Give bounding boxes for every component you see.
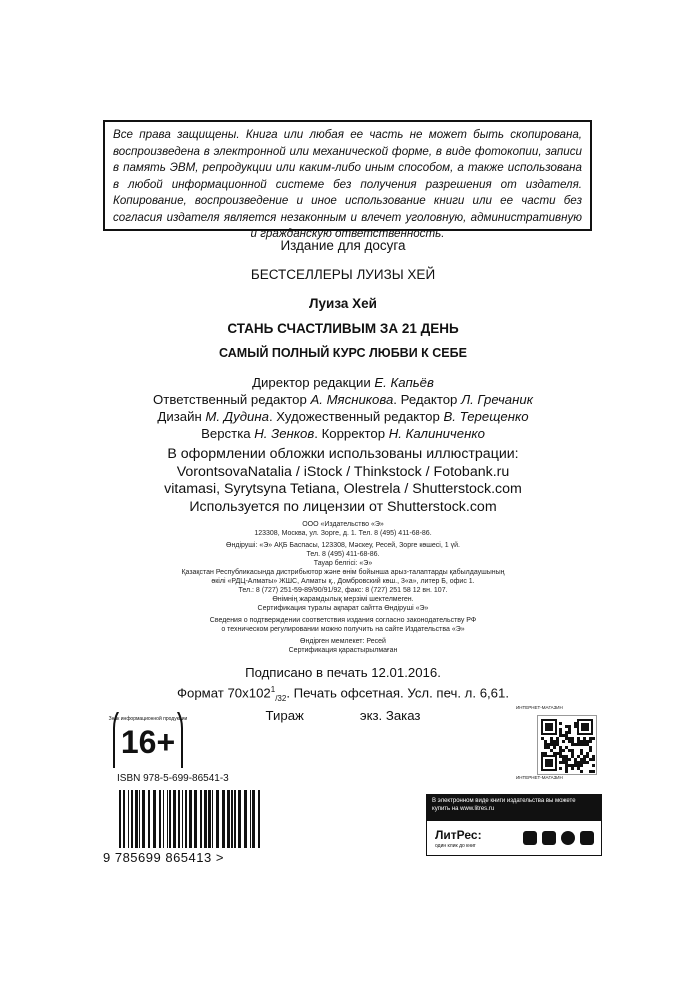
print-info: Подписано в печать 12.01.2016. Формат $70х102^1_{/32}$. Печать офсетная. Усл. печ. л. 6,61. Тираж экз. Заказ: [176, 665, 510, 724]
edition-type: Издание для досуга: [280, 238, 406, 253]
qr-module: [565, 731, 568, 734]
qr-module: [562, 755, 565, 758]
windows-icon: [580, 831, 594, 845]
qr-module: [559, 722, 562, 725]
qr-module: [547, 746, 550, 749]
barcode-bar: [119, 790, 121, 848]
illustration-credits: В оформлении обложки использованы иллюстрации: VorontsovaNatalia / iStock / Thinkstock / Fotobank.ru vitamasi, Syrytsyna Tetiana, Olestrela / Shutterstock.com Используется по лицензии от Shutterstock.com: [164, 446, 522, 515]
qr-module: [583, 761, 586, 764]
qr-module: [541, 737, 544, 740]
qr-module: [550, 740, 553, 743]
qr-module: [568, 740, 571, 743]
qr-module: [556, 752, 559, 755]
qr-module: [565, 755, 568, 758]
age-rating-caption: Знак информационной продукции: [108, 716, 188, 722]
blackberry-icon: [561, 831, 575, 845]
qr-module: [592, 758, 595, 761]
barcode-bar: [234, 790, 236, 848]
qr-module: [580, 770, 583, 773]
qr-module: [586, 752, 589, 755]
barcode-bar: [252, 790, 255, 848]
qr-module: [577, 764, 580, 767]
barcode-bar: [185, 790, 187, 848]
qr-module: [577, 740, 580, 743]
barcode-bar: [169, 790, 171, 848]
qr-module: [545, 723, 553, 731]
qr-module: [592, 770, 595, 773]
qr-module: [577, 737, 580, 740]
qr-module: [583, 737, 586, 740]
qr-module: [577, 755, 580, 758]
qr-module: [559, 752, 562, 755]
qr-caption-bottom: ИНТЕРНЕТ-МАГАЗИН: [516, 775, 563, 780]
barcode: [115, 790, 265, 848]
qr-module: [565, 770, 568, 773]
barcode-bar: [173, 790, 176, 848]
litres-logo: ЛитРес:: [435, 828, 482, 842]
qr-module: [574, 764, 577, 767]
qr-module: [583, 743, 586, 746]
barcode-bar: [159, 790, 161, 848]
qr-module: [565, 764, 568, 767]
qr-module: [592, 764, 595, 767]
qr-module: [589, 740, 592, 743]
qr-module: [545, 759, 553, 767]
apple-icon: [523, 831, 537, 845]
barcode-bar: [189, 790, 192, 848]
qr-module: [581, 723, 589, 731]
staff-line-1: Директор редакции Е. Капьёв: [252, 375, 434, 390]
qr-module: [586, 740, 589, 743]
barcode-bar: [208, 790, 211, 848]
barcode-bar: [194, 790, 197, 848]
qr-module: [559, 749, 562, 752]
barcode-bar: [238, 790, 241, 848]
qr-module: [580, 740, 583, 743]
staff-credits: [0, 374, 686, 442]
barcode-bar: [244, 790, 247, 848]
qr-module: [559, 755, 562, 758]
qr-module: [559, 767, 562, 770]
qr-module: [544, 743, 547, 746]
qr-module: [586, 755, 589, 758]
qr-module: [586, 761, 589, 764]
qr-module: [583, 755, 586, 758]
qr-module: [589, 749, 592, 752]
qr-module: [577, 743, 580, 746]
qr-module: [580, 743, 583, 746]
qr-module: [556, 740, 559, 743]
qr-module: [574, 758, 577, 761]
qr-module: [562, 734, 565, 737]
qr-module: [571, 743, 574, 746]
qr-module: [580, 749, 583, 752]
qr-module: [580, 752, 583, 755]
qr-module: [592, 755, 595, 758]
qr-module: [568, 731, 571, 734]
qr-module: [562, 761, 565, 764]
qr-module: [544, 746, 547, 749]
qr-module: [568, 728, 571, 731]
qr-module: [562, 749, 565, 752]
qr-module: [568, 764, 571, 767]
qr-module: [586, 743, 589, 746]
qr-module: [577, 761, 580, 764]
litres-tagline: один клик до книг: [435, 843, 476, 849]
litres-promo[interactable]: В электронном виде книги издательства вы можете купить на www.litres.ru: [426, 794, 602, 856]
qr-module: [559, 734, 562, 737]
qr-code-pattern: [538, 716, 596, 774]
qr-module: [571, 767, 574, 770]
qr-caption-top: ИНТЕРНЕТ-МАГАЗИН: [516, 705, 563, 710]
barcode-bar: [227, 790, 230, 848]
barcode-bar: [178, 790, 180, 848]
barcode-bar: [135, 790, 138, 848]
barcode-digits: 9 785699 865413 >: [103, 850, 224, 865]
barcode-bar: [167, 790, 168, 848]
qr-module: [553, 743, 556, 746]
qr-module: [553, 746, 556, 749]
qr-module: [559, 761, 562, 764]
qr-module: [541, 752, 544, 755]
qr-module: [571, 740, 574, 743]
barcode-bar: [153, 790, 156, 848]
qr-module: [583, 740, 586, 743]
android-icon: [542, 831, 556, 845]
qr-module: [565, 725, 568, 728]
qr-module: [559, 728, 562, 731]
barcode-bar: [204, 790, 207, 848]
qr-module: [565, 761, 568, 764]
qr-module: [568, 725, 571, 728]
qr-module: [544, 740, 547, 743]
barcode-bar: [163, 790, 164, 848]
qr-module: [565, 746, 568, 749]
qr-module: [589, 770, 592, 773]
barcode-bar: [148, 790, 150, 848]
barcode-bar: [250, 790, 251, 848]
barcode-bar: [182, 790, 183, 848]
qr-module: [571, 755, 574, 758]
qr-module: [568, 749, 571, 752]
copyright-notice: Все права защищены. Книга или любая ее часть не может быть скопирована, воспроизведена в электронной или механической форме, в виде фотокопии, записи в память ЭВМ, репродукции или каким-либо иным способом, а также использована в любой информационной системе без получения разрешения от издателя. Копирование, воспроизведение и иное использование книги или ее части без согласия издателя является незаконным и влечет уголовную, административную и гражданскую ответственность.: [113, 128, 582, 240]
qr-module: [580, 761, 583, 764]
qr-module: [562, 740, 565, 743]
qr-module: [574, 722, 577, 725]
book-subtitle: САМЫЙ ПОЛНЫЙ КУРС ЛЮБВИ К СЕБЕ: [219, 346, 467, 360]
barcode-bar: [128, 790, 129, 848]
qr-module: [589, 746, 592, 749]
qr-module: [580, 758, 583, 761]
barcode-bar: [216, 790, 219, 848]
qr-module: [571, 737, 574, 740]
staff-line-3: Дизайн М. Дудина. Художественный редактор В. Терещенко: [157, 409, 529, 424]
series: БЕСТСЕЛЛЕРЫ ЛУИЗЫ ХЕЙ: [250, 267, 436, 282]
age-rating-badge: [108, 712, 188, 774]
qr-module: [577, 767, 580, 770]
staff-line-4: Верстка Н. Зенков. Корректор Н. Калиниченко: [201, 426, 485, 441]
qr-module: [571, 764, 574, 767]
litres-logo-panel: [426, 820, 602, 856]
qr-module: [571, 749, 574, 752]
qr-module: [568, 737, 571, 740]
qr-module: [550, 743, 553, 746]
author: Луиза Хей: [309, 296, 377, 311]
qr-module: [574, 743, 577, 746]
barcode-bar: [258, 790, 260, 848]
qr-module: [592, 737, 595, 740]
isbn: ISBN 978-5-699-86541-3: [117, 773, 229, 784]
qr-module: [562, 758, 565, 761]
barcode-bar: [200, 790, 202, 848]
barcode-bar: [123, 790, 125, 848]
copyright-notice-box: [103, 120, 592, 240]
qr-module: [568, 758, 571, 761]
qr-module: [589, 737, 592, 740]
barcode-bar: [131, 790, 133, 848]
qr-module: [571, 752, 574, 755]
barcode-bar: [139, 790, 140, 848]
qr-module: [574, 725, 577, 728]
qr-module: [565, 758, 568, 761]
book-title: СТАНЬ СЧАСТЛИВЫМ ЗА 21 ДЕНЬ: [227, 321, 459, 336]
qr-module: [544, 752, 547, 755]
qr-module: [559, 746, 562, 749]
staff-line-2: Ответственный редактор А. Мясникова. Редактор Л. Гречаник: [153, 392, 533, 407]
qr-module: [565, 767, 568, 770]
age-rating: 16+: [120, 724, 176, 760]
qr-module: [583, 758, 586, 761]
qr-module: [589, 758, 592, 761]
qr-module: [559, 731, 562, 734]
barcode-bar: [212, 790, 213, 848]
barcode-bar: [142, 790, 145, 848]
qr-module: [550, 737, 553, 740]
qr-module: [556, 743, 559, 746]
qr-module: [547, 743, 550, 746]
qr-module: [550, 749, 553, 752]
publisher-info: ООО «Издательство «Э» 123308, Москва, ул. Зорге, д. 1. Тел. 8 (495) 411-68-86. Өндіруші: «Э» АҚБ Баспасы, 123308, Мәскеу, Ресей, Зорге көшесі, 1 үй. Тел. 8 (495) 411-68-86. Тауар белгісі: «Э» Қазақстан Республикасында дистрибьютор және өнім бойынша арыз-талаптарды қабылдаушының өкілі «РДЦ-Алматы» ЖШС, Алматы қ., Домбровский көш., 3«а», литер Б, офис 1. Тел.: 8 (727) 251-59-89/90/91/92, факс: 8 (727) 251 58 12 вн. 107. Өнімнің жарамдылық мерзімі шектелмеген. Сертификация туралы ақпарат сайтта Өндіруші «Э» Сведения о подтверждении соответствия издания согласно законодательству РФ о техническом регулировании можно получить на сайте Издательства «Э» Өндірген мемлекет: Ресей Сертификация қарастырылмаған: [181, 521, 505, 654]
qr-module: [574, 761, 577, 764]
qr-module: [580, 764, 583, 767]
qr-module: [553, 740, 556, 743]
barcode-bar: [231, 790, 233, 848]
qr-code[interactable]: [537, 715, 597, 775]
qr-module: [556, 737, 559, 740]
barcode-bar: [222, 790, 225, 848]
qr-module: [553, 752, 556, 755]
qr-module: [565, 737, 568, 740]
qr-module: [565, 734, 568, 737]
